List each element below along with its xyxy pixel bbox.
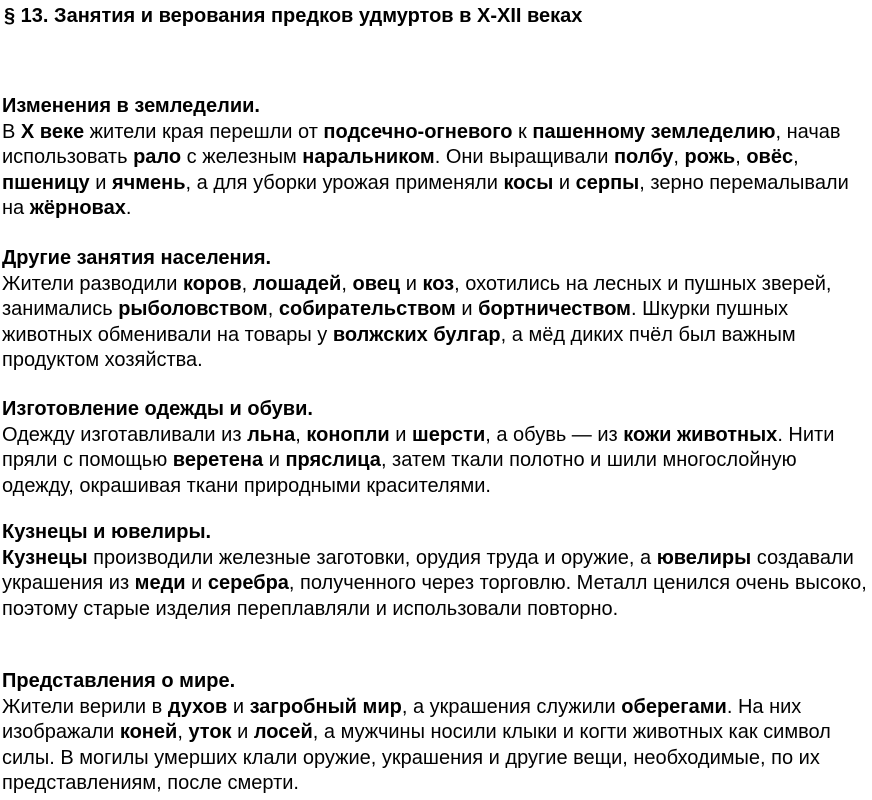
bold-term: лосей xyxy=(253,721,313,743)
text-run: , затем ткали полотно и шили многослойную одежду, окрашивая ткани природными красителями. xyxy=(2,449,797,497)
bold-term: духов xyxy=(167,695,228,718)
text-run: . Нити пряли с помощью xyxy=(2,423,835,471)
text-run: и xyxy=(553,171,576,194)
bold-term: льна xyxy=(247,423,296,446)
bold-term: полбу xyxy=(613,146,674,168)
bold-term: конопли xyxy=(306,423,390,446)
section-body xyxy=(2,695,868,797)
section-body xyxy=(2,272,868,374)
text-run: , xyxy=(267,298,279,320)
text-run: и xyxy=(389,423,413,446)
text-run: , а мужчины носили клыки и когти животных как символ силы. В могилы умерших клали оружие, украшения и другие вещи, необходимые, по их представлениям, после смерти. xyxy=(2,721,831,794)
text-run: и xyxy=(455,298,479,320)
bold-term: ячмень xyxy=(111,171,186,194)
text-run: , а обувь — из xyxy=(485,423,624,446)
bold-term: рожь xyxy=(684,146,736,168)
bold-term: косы xyxy=(503,171,554,194)
text-run: . На них изображали xyxy=(2,695,802,743)
text-run: . Они выращивали xyxy=(434,146,614,168)
text-run: жители края перешли от xyxy=(84,120,324,143)
text-run: и xyxy=(231,721,254,743)
bold-term: рыболовством xyxy=(118,298,268,320)
section-heading: Другие занятия населения. xyxy=(2,247,272,269)
text-run: , охотились на лесных и пушных зверей, занимались xyxy=(2,272,832,320)
text-run: , полученного через торговлю. Металл ценился очень высоко, поэтому старые изделия переплавляли и использовали повторно. xyxy=(2,572,867,620)
text-run: и xyxy=(400,272,423,295)
bold-term: лошадей xyxy=(252,272,342,295)
page-title: § 13. Занятия и верования предков удмуртов в X-XII веках xyxy=(4,5,583,27)
bold-term: серебра xyxy=(207,572,289,594)
bold-term: бортничеством xyxy=(478,298,631,320)
bold-term: серпы xyxy=(575,171,640,194)
text-run: В xyxy=(2,120,21,143)
text-run: и xyxy=(263,449,286,471)
bold-term: шерсти xyxy=(412,423,486,446)
section-worldview xyxy=(2,669,868,797)
text-run: , xyxy=(735,146,747,168)
bold-term: X веке xyxy=(20,120,85,143)
text-run: , xyxy=(341,272,353,295)
text-run: и xyxy=(185,572,208,594)
bold-term: коней xyxy=(119,721,178,743)
bold-term: Кузнецы xyxy=(2,546,88,569)
bold-term: коз xyxy=(422,272,455,295)
section-body xyxy=(2,120,868,222)
text-run: , xyxy=(241,272,253,295)
bold-term: овёс xyxy=(746,146,794,168)
text-run: производили железные заготовки, орудия труда и оружие, а xyxy=(87,546,657,569)
bold-term: ювелиры xyxy=(656,546,752,569)
bold-term: кожи животных xyxy=(623,423,778,446)
bold-term: пашенному земледелию xyxy=(532,120,776,143)
bold-term: овец xyxy=(352,272,401,295)
text-run: к xyxy=(512,120,533,143)
text-run: , xyxy=(793,146,799,168)
section-clothing xyxy=(2,397,868,499)
text-run: . xyxy=(125,197,132,219)
section-agriculture xyxy=(2,94,868,222)
text-run: , зерно перемалывали на xyxy=(2,171,849,219)
bold-term: веретена xyxy=(172,449,264,471)
bold-term: собирательством xyxy=(278,298,456,320)
bold-term: коров xyxy=(182,272,242,295)
bold-term: жёрновах xyxy=(29,197,126,219)
section-heading: Изменения в земледелии. xyxy=(2,95,260,117)
text-run: Одежду изготавливали из xyxy=(2,423,248,446)
text-run: и xyxy=(227,695,250,718)
bold-term: уток xyxy=(188,721,232,743)
text-run: , а мёд диких пчёл был важным продуктом хозяйства. xyxy=(2,323,796,371)
section-heading: Представления о мире. xyxy=(2,670,236,692)
text-run: , xyxy=(295,423,307,446)
section-heading: Изготовление одежды и обуви. xyxy=(2,398,313,420)
text-run: , а для уборки урожая применяли xyxy=(185,171,504,194)
section-other-occupations xyxy=(2,246,868,374)
text-run: с железным xyxy=(181,146,303,168)
section-body xyxy=(2,423,868,500)
text-run: и xyxy=(89,171,112,194)
text-run: Жители разводили xyxy=(2,272,183,295)
text-run: создавали украшения из xyxy=(2,546,854,594)
bold-term: пшеницу xyxy=(2,171,90,194)
bold-term: загробный мир xyxy=(249,695,402,718)
text-run: , xyxy=(673,146,685,168)
section-smiths-jewelers xyxy=(2,520,868,622)
text-run: , а украшения служили xyxy=(401,695,622,718)
bold-term: пряслица xyxy=(285,449,381,471)
bold-term: подсечно-огневого xyxy=(323,120,513,143)
section-body xyxy=(2,546,868,623)
text-run: , начав использовать xyxy=(2,120,841,168)
section-heading: Кузнецы и ювелиры. xyxy=(2,521,212,543)
text-run: . Шкурки пушных животных обменивали на товары у xyxy=(2,298,789,346)
bold-term: оберегами xyxy=(621,695,727,718)
bold-term: рало xyxy=(133,146,182,168)
text-run: Жители верили в xyxy=(2,695,168,718)
bold-term: волжских булгар xyxy=(332,323,501,346)
bold-term: меди xyxy=(134,572,186,594)
bold-term: наральником xyxy=(302,146,435,168)
text-run: , xyxy=(177,721,189,743)
